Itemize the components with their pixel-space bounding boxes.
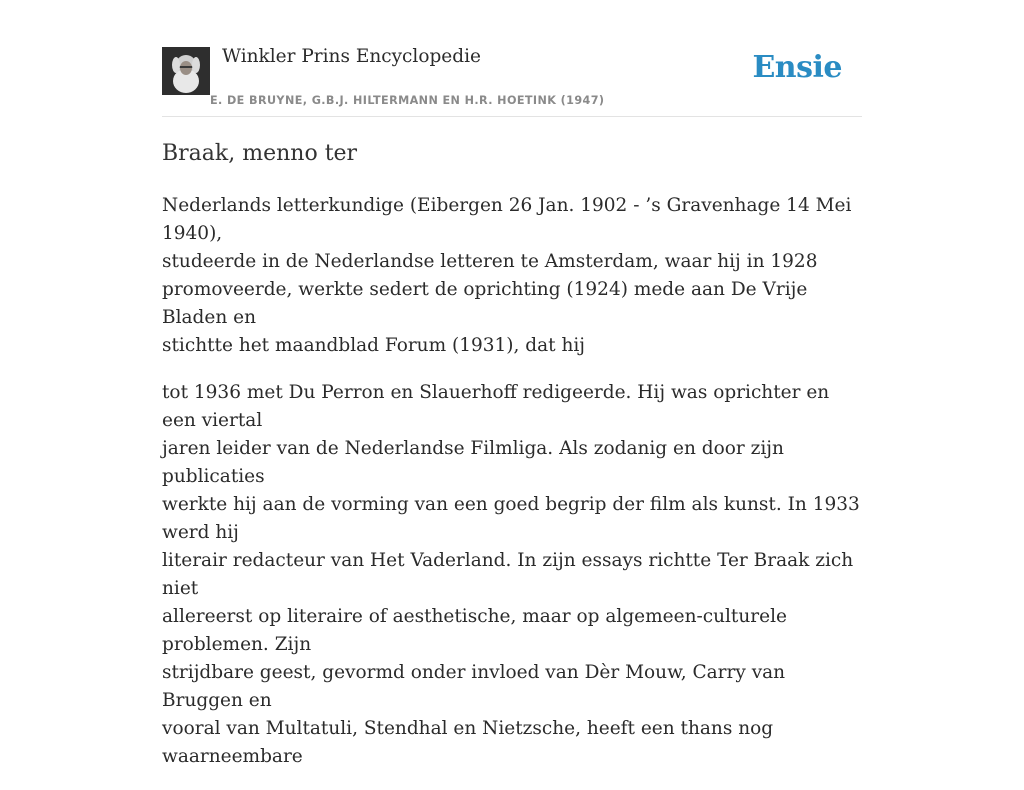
page-title: Braak, menno ter (162, 141, 358, 166)
authors-line: E. DE BRUYNE, G.B.J. HILTERMANN EN H.R. HOETINK (1947) (210, 94, 605, 107)
header (162, 0, 862, 117)
author-portrait-icon (162, 47, 210, 95)
page (162, 0, 862, 767)
avatar[interactable] (162, 47, 210, 95)
paragraph: tot 1936 met Du Perron en Slauerhoff redigeerde. Hij was oprichter en een viertal jaren leider van de Nederlandse Filmliga. Als zodanig en door zijn publicaties werkte hij aan de vorming van een goed begrip der film als kunst. In 1933 werd hij literair redacteur van Het Vaderland. In zijn essays richtte Ter Braak zich niet allereerst op literaire of aesthetische, maar op algemeen-culturele problemen. Zijn strijdbare geest, gevormd onder invloed van Dèr Mouw, Carry van Bruggen en vooral van Multatuli, Stendhal en Nietzsche, heeft een thans nog waarneembare (162, 382, 860, 767)
brand-logo[interactable]: Ensie (752, 50, 842, 85)
source-title[interactable]: Winkler Prins Encyclopedie (222, 46, 481, 67)
entry-body (162, 192, 862, 790)
paragraph: Nederlands letterkundige (Eibergen 26 Jan. 1902 - ’s Gravenhage 14 Mei 1940), studeerde in de Nederlandse letteren te Amsterdam, waar hij in 1928 promoveerde, werkte sedert de oprichting (1924) mede aan De Vrije Bladen en stichtte het maandblad Forum (1931), dat hij (162, 195, 852, 356)
